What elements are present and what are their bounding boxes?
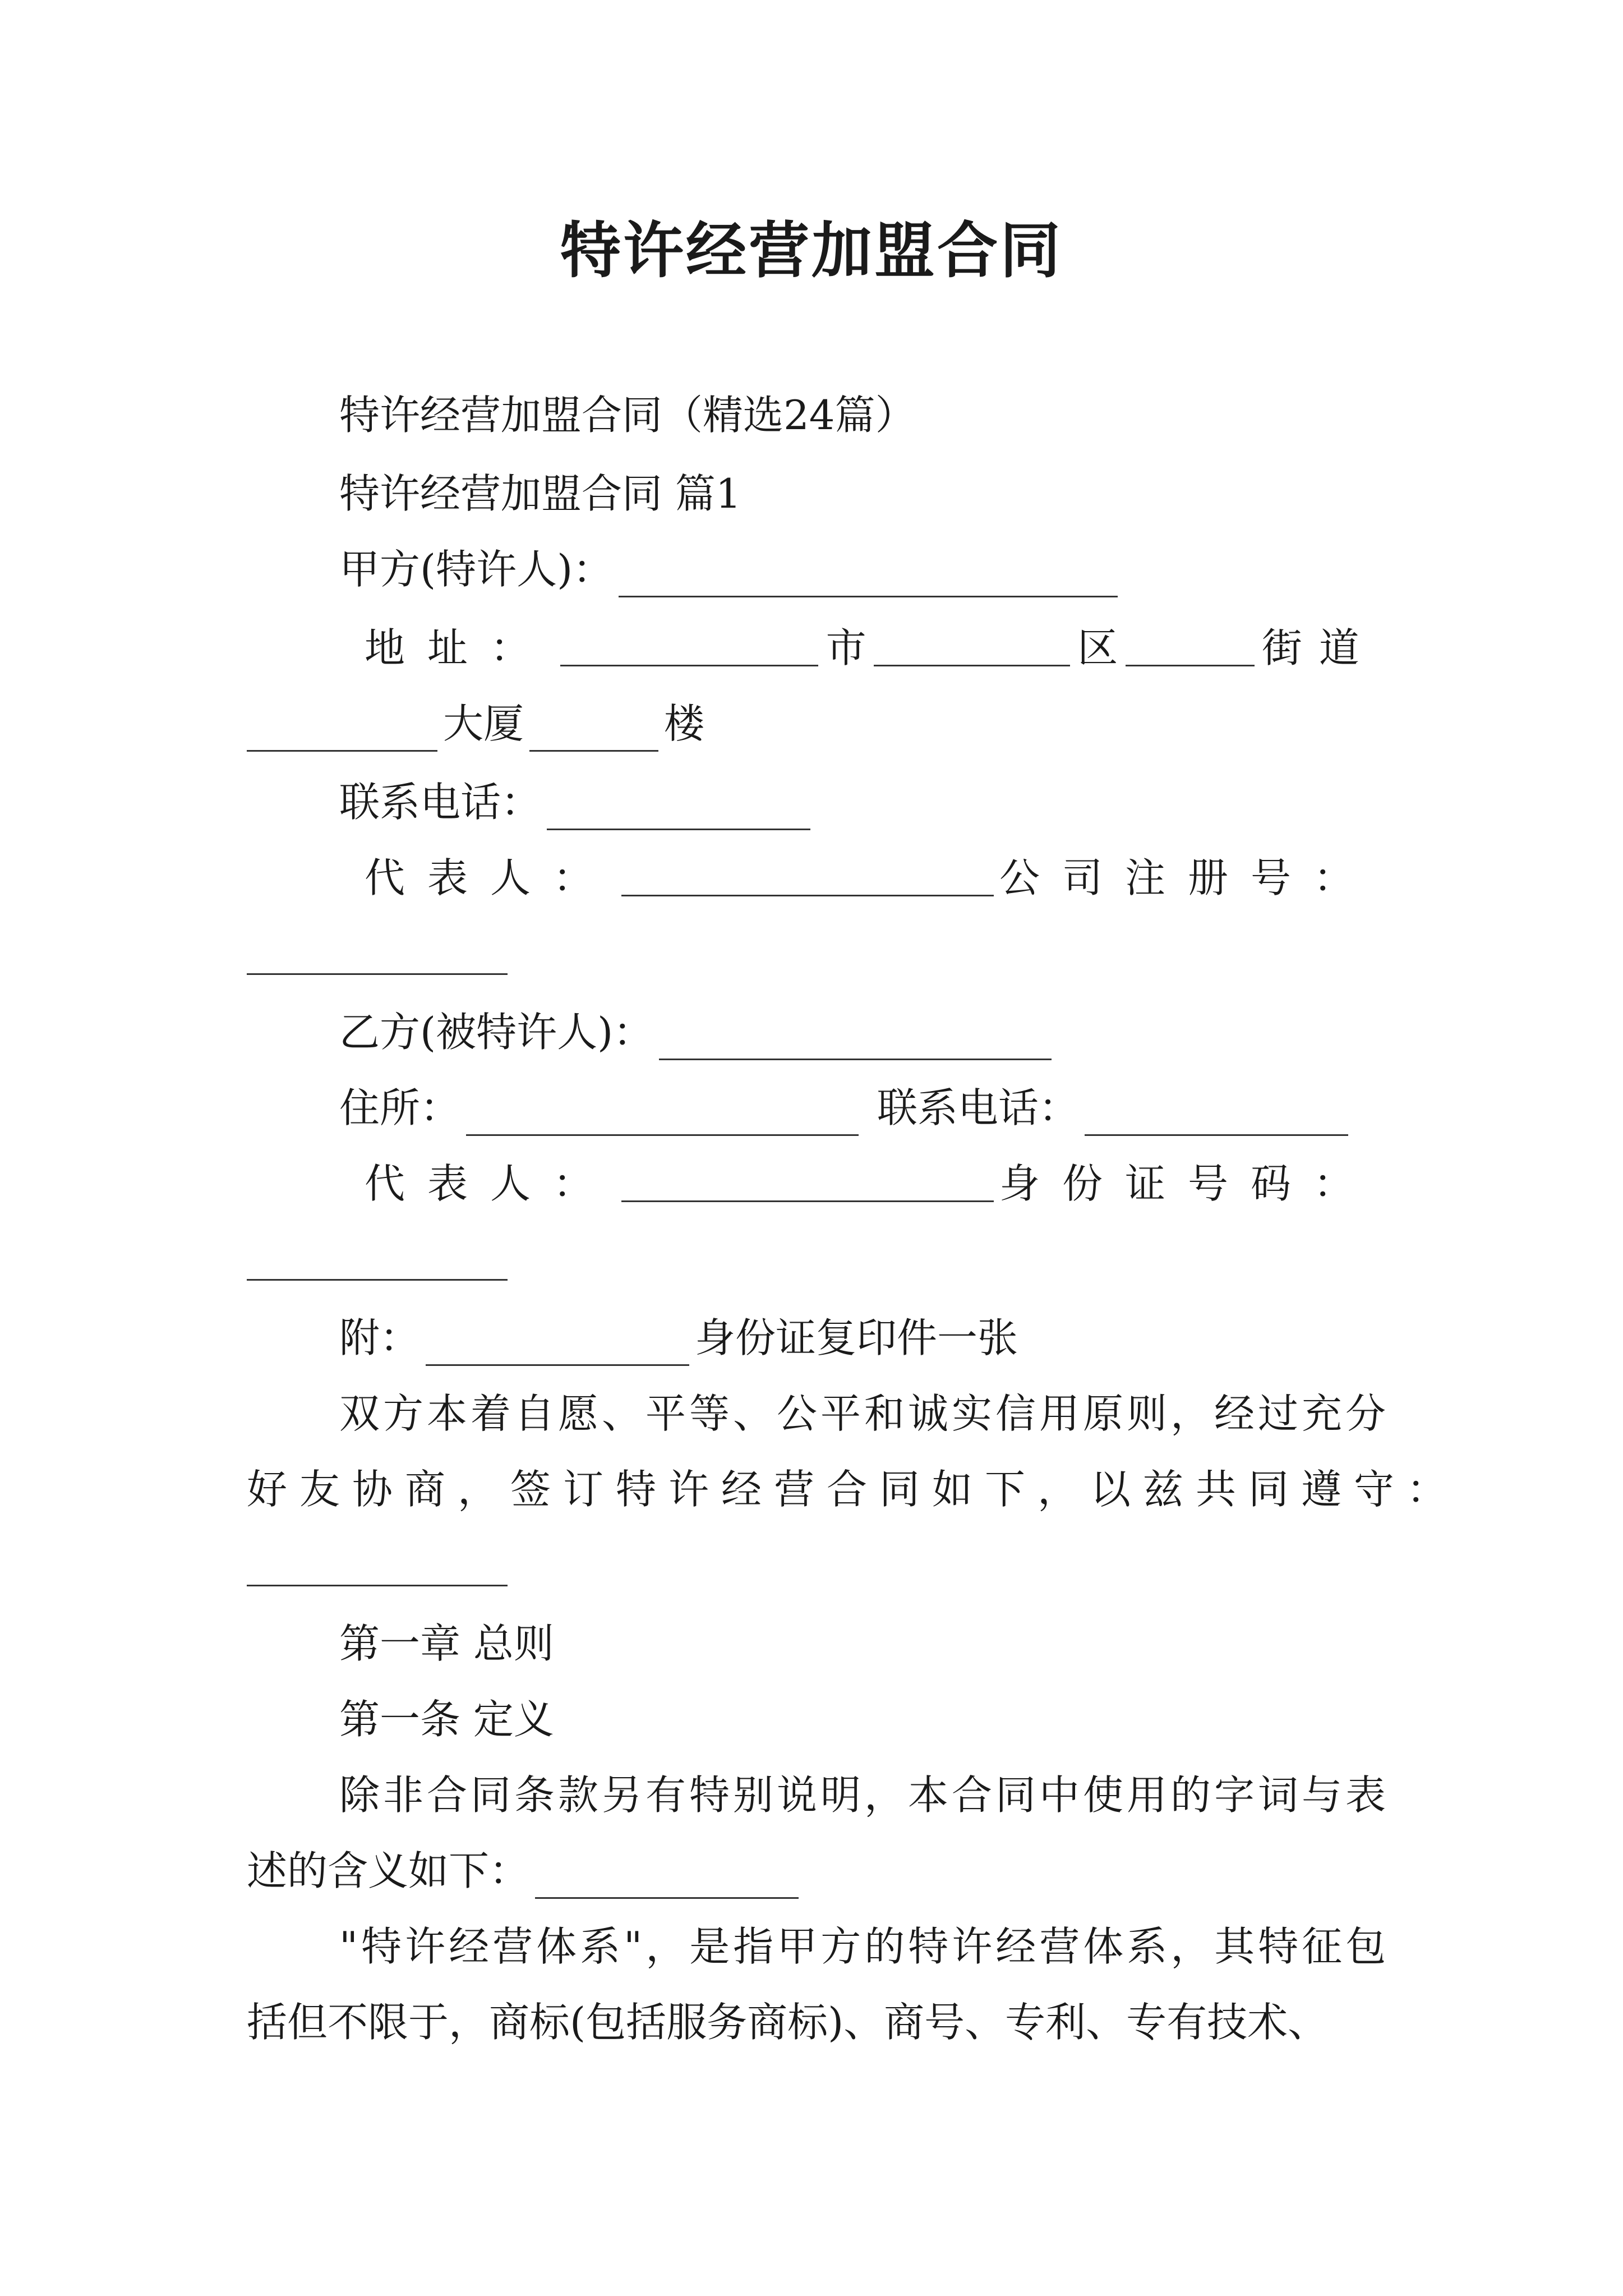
address-label: 地址：: [365, 624, 554, 671]
system-line-2: 括但不限于，商标(包括服务商标)、商号、专利、专有技术、: [247, 1999, 1329, 2046]
article-heading: 第一条 定义: [339, 1696, 554, 1743]
phone-a-blank[interactable]: [547, 784, 810, 830]
attach-label: 附：: [339, 1314, 421, 1361]
reg-no-label: 公司注册号：: [999, 854, 1376, 901]
residence-blank[interactable]: [466, 1089, 859, 1136]
intro-line-2: 好友协商，签订特许经营合同如下，以兹共同遵守：: [247, 1466, 1460, 1513]
phone-a-line: [247, 774, 1376, 830]
address-floor: 楼: [664, 700, 705, 747]
document-title: 特许经营加盟合同: [560, 216, 1063, 286]
attach-line: [247, 1310, 1376, 1366]
address-building: 大厦: [443, 700, 524, 747]
rep-b-label: 代表人：: [365, 1160, 616, 1207]
address-street: 街道: [1261, 624, 1376, 671]
party-b-label: 乙方(被特许人)：: [339, 1009, 654, 1056]
address-line: [247, 620, 1376, 676]
definition-line-2: [247, 1843, 1376, 1899]
id-no-label: 身份证号码：: [999, 1160, 1376, 1207]
party-a-blank[interactable]: [619, 551, 1118, 597]
party-b-blank[interactable]: [659, 1014, 1052, 1060]
rep-b-line: [247, 1156, 1376, 1212]
id-no-blank[interactable]: [247, 1279, 508, 1281]
subtitle: 特许经营加盟合同（精选24篇）: [339, 392, 916, 439]
address-line-2: [247, 696, 1376, 752]
address-building-blank[interactable]: [247, 705, 437, 752]
rep-a-blank[interactable]: [621, 850, 994, 896]
phone-a-label: 联系电话：: [339, 779, 542, 826]
part-heading: 特许经营加盟合同 篇1: [339, 470, 741, 517]
intro-line-1: 双方本着自愿、平等、公平和诚实信用原则，经过充分: [339, 1390, 1390, 1437]
residence-label: 住所：: [339, 1084, 461, 1131]
definition-blank[interactable]: [535, 1852, 799, 1899]
phone-b-label: 联系电话：: [877, 1084, 1079, 1131]
party-b-line: [247, 1004, 1376, 1060]
attach-blank[interactable]: [426, 1319, 689, 1366]
rep-a-line: [247, 850, 1376, 906]
address-city-blank[interactable]: [560, 620, 818, 666]
attach-text: 身份证复印件一张: [695, 1314, 1018, 1361]
address-floor-blank[interactable]: [529, 705, 658, 752]
definition-line-1: 除非合同条款另有特别说明，本合同中使用的字词与表: [339, 1772, 1390, 1819]
chapter-heading: 第一章 总则: [339, 1620, 554, 1667]
reg-no-blank[interactable]: [247, 973, 508, 975]
address-city: 市: [826, 624, 866, 671]
rep-a-label: 代表人：: [365, 854, 616, 901]
residence-line: [247, 1080, 1376, 1136]
system-line-1: "特许经营体系"，是指甲方的特许经营体系，其特征包: [339, 1923, 1390, 1970]
rep-b-blank[interactable]: [621, 1156, 994, 1202]
definition-text-2: 述的含义如下：: [247, 1847, 530, 1894]
party-a-label: 甲方(特许人)：: [339, 546, 614, 593]
address-district: 区: [1077, 624, 1118, 671]
party-a-line: [247, 541, 1376, 597]
intro-blank[interactable]: [247, 1585, 508, 1586]
address-street-blank[interactable]: [1126, 620, 1255, 666]
address-district-blank[interactable]: [874, 620, 1070, 666]
phone-b-blank[interactable]: [1085, 1089, 1348, 1136]
